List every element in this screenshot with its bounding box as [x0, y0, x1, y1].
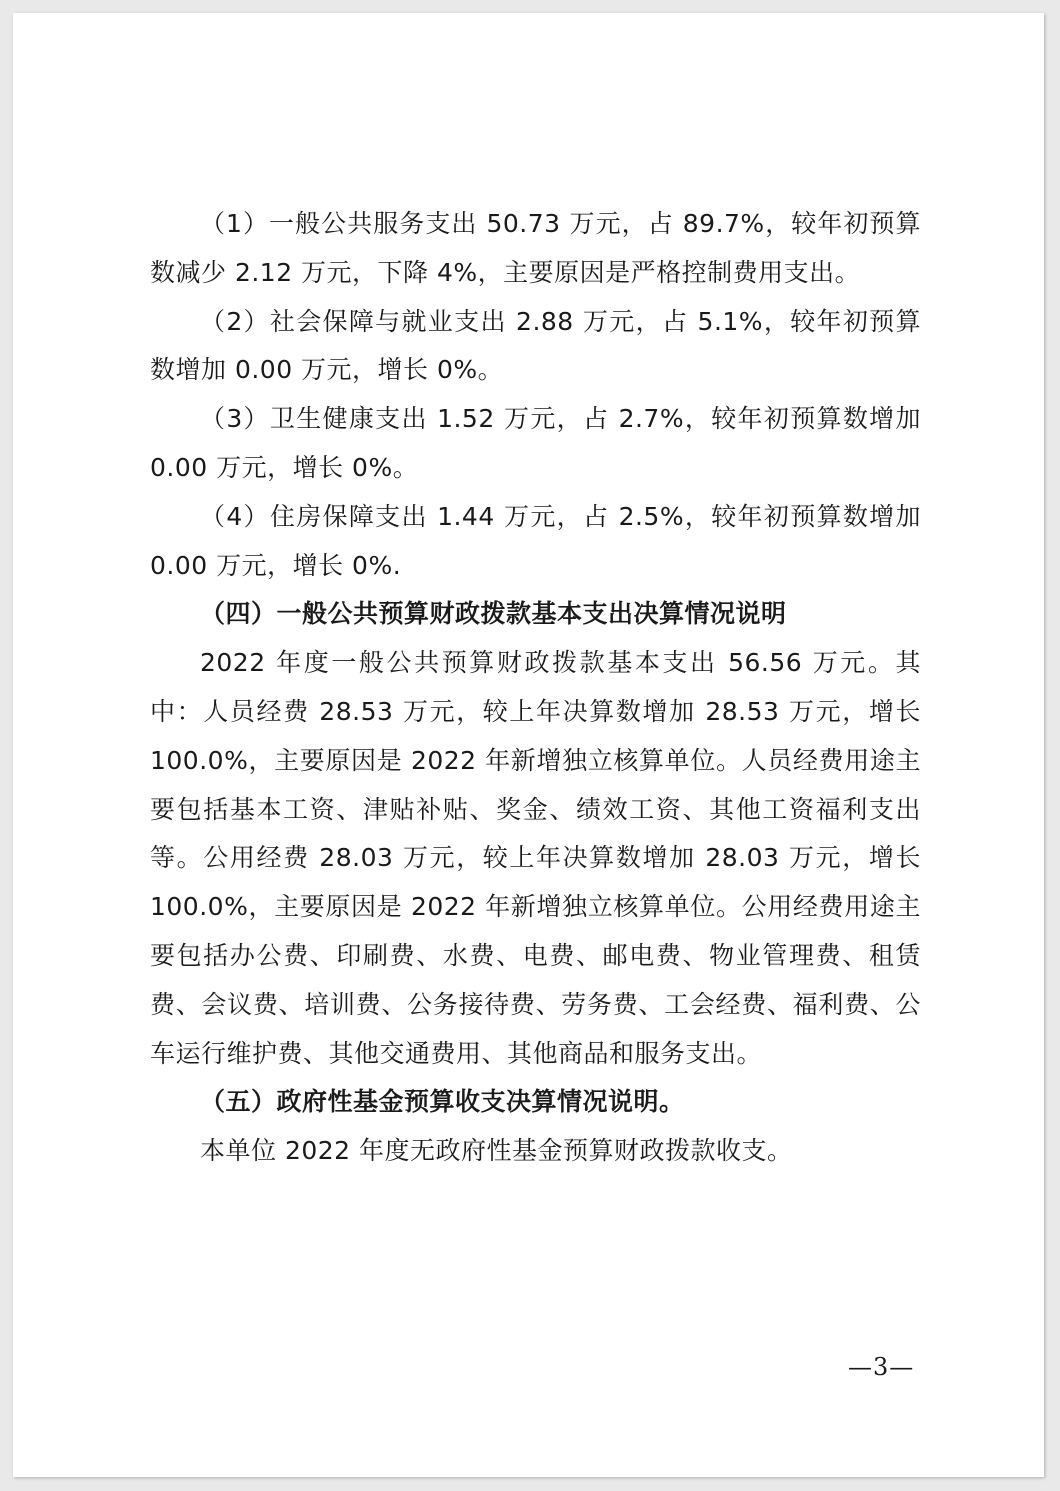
- section-heading-basic-expenditure: （四）一般公共预算财政拨款基本支出决算情况说明: [200, 599, 787, 629]
- document-page: [13, 13, 1044, 1477]
- paragraph-basic-expenditure: 2022 年度一般公共预算财政拨款基本支出 56.56 万元。其中：人员经费 28.53 万元，较上年决算数增加 28.53 万元，增长 100.0%，主要原因是 2022 年新增独立核算单位。人员经费用途主要包括基本工资、津贴补贴、奖金、绩效工资、其他工资福利支出等。公用经费 28.03 万元，较上年决算数增加 28.03 万元，增长 100.0%，主要原因是 2022 年新增独立核算单位。公用经费用途主要包括办公费、印刷费、水费、电费、邮电费、物业管理费、租赁费、会议费、培训费、公务接待费、劳务费、工会经费、福利费、公车运行维护费、其他交通费用、其他商品和服务支出。: [150, 648, 921, 1068]
- paragraph-general-public-services: （1）一般公共服务支出 50.73 万元，占 89.7%，较年初预算数减少 2.12 万元，下降 4%，主要原因是严格控制费用支出。: [150, 209, 921, 287]
- paragraph-housing: （4）住房保障支出 1.44 万元，占 2.5%，较年初预算数增加 0.00 万元，增长 0%.: [150, 501, 921, 580]
- paragraph-health: （3）卫生健康支出 1.52 万元，占 2.7%，较年初预算数增加 0.00 万元，增长 0%。: [150, 404, 921, 482]
- page-number: —3—: [848, 1353, 915, 1381]
- paragraph-government-fund: 本单位 2022 年度无政府性基金预算财政拨款收支。: [200, 1136, 793, 1166]
- section-heading-government-fund: （五）政府性基金预算收支决算情况说明。: [200, 1087, 685, 1117]
- paragraph-social-security: （2）社会保障与就业支出 2.88 万元，占 5.1%，较年初预算数增加 0.00 万元，增长 0%。: [150, 306, 921, 385]
- document-body: [150, 200, 921, 1176]
